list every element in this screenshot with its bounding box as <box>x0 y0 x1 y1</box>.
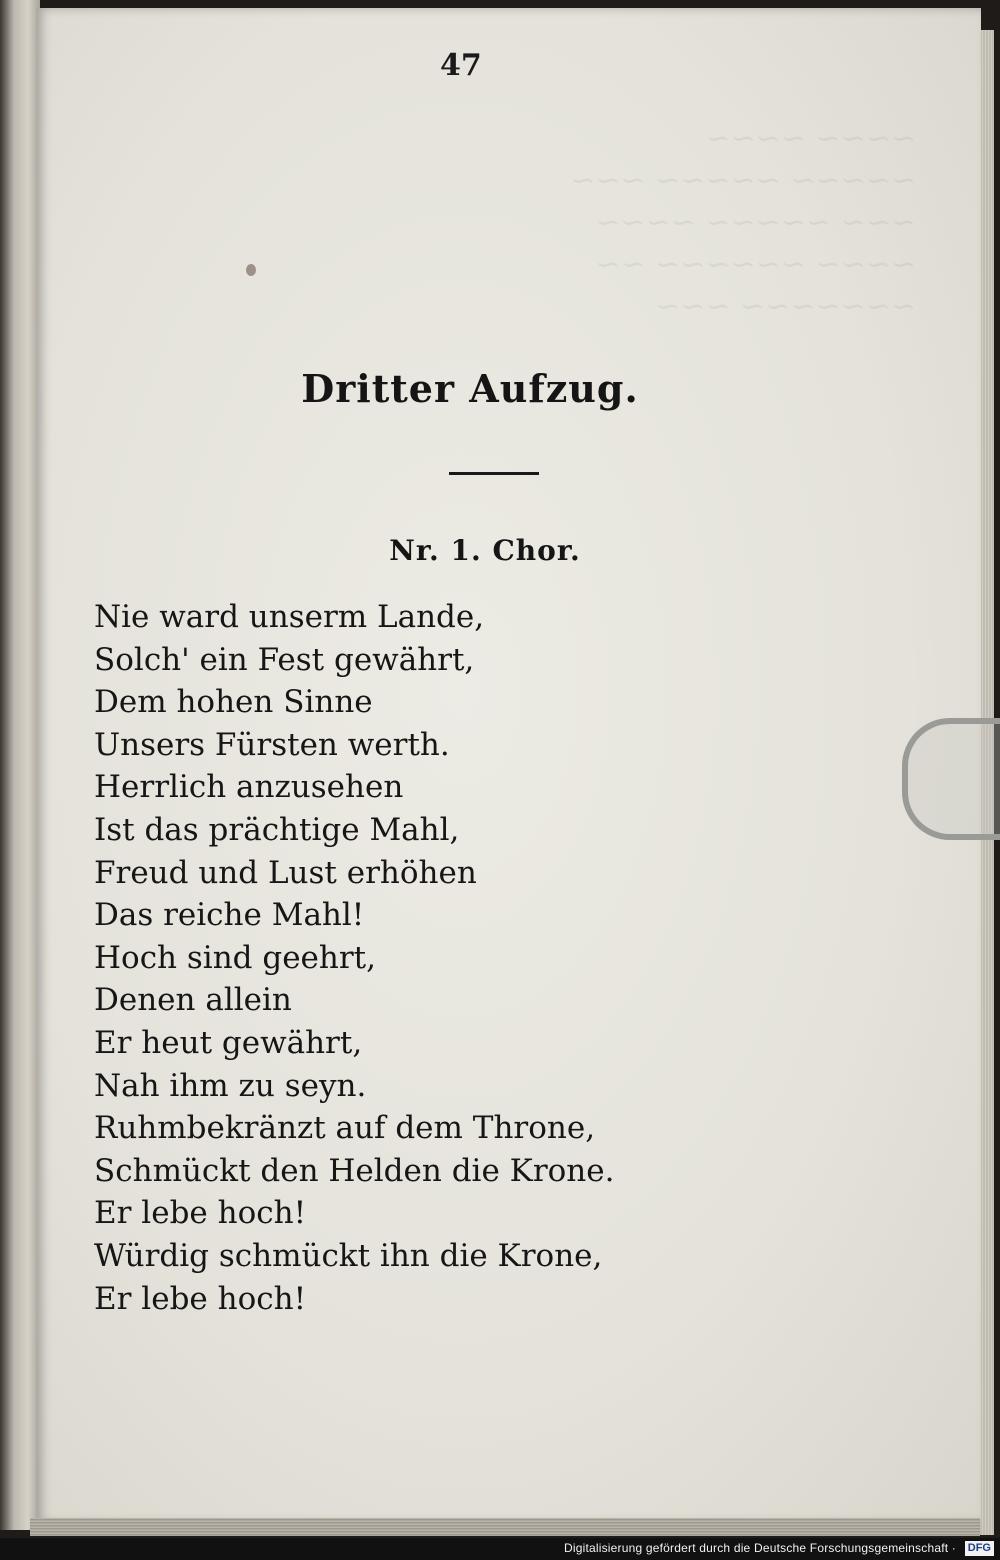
poem-line: Freud und Lust erhöhen <box>94 854 477 891</box>
poem-line: Hoch sind geehrt, <box>94 939 376 976</box>
poem-line: Herrlich anzusehen <box>94 769 404 806</box>
page-number: 47 <box>440 48 482 83</box>
paper-stain <box>246 264 256 276</box>
digitization-footer <box>0 1538 1000 1560</box>
page-bottom-edge <box>30 1518 980 1536</box>
poem-line: Ist das prächtige Mahl, <box>94 811 460 848</box>
paper-clip <box>902 718 1000 840</box>
poem-line: Nie ward unserm Lande, <box>94 599 485 635</box>
poem-line: Ruhmbekränzt auf dem Throne, <box>94 1110 596 1147</box>
book-spine-edge <box>0 0 40 1530</box>
poem-line: Unsers Fürsten werth. <box>94 726 450 763</box>
poem-line: Dem hohen Sinne <box>94 684 373 721</box>
funding-credit: Digitalisierung gefördert durch die Deutsche Forschungsgemeinschaft · <box>564 1541 956 1555</box>
chorus-text <box>94 596 654 1320</box>
separator-rule <box>449 472 539 475</box>
act-heading: Dritter Aufzug. <box>301 366 639 411</box>
bleed-through-text: ~~~~ ~~~~ ~~~~~ ~~~~~ ~~~ ~~~ ~~~~~ ~~~~ ~~~~ ~~~~~~ ~~ ~~~~~~~ ~~~ <box>570 121 916 324</box>
poem-line: Er lebe hoch! <box>94 1195 307 1232</box>
poem-line: Nah ihm zu seyn. <box>94 1067 367 1104</box>
poem-line: Solch' ein Fest gewährt, <box>94 641 475 678</box>
poem-line: Er lebe hoch! <box>94 1280 307 1317</box>
poem-line: Schmückt den Helden die Krone. <box>94 1152 615 1189</box>
dfg-logo-icon: DFG <box>965 1541 994 1556</box>
poem-line: Denen allein <box>94 982 292 1019</box>
poem-line: Das reiche Mahl! <box>94 897 365 934</box>
section-heading: Nr. 1. Chor. <box>389 534 581 567</box>
poem-line: Er heut gewährt, <box>94 1024 363 1061</box>
poem-line: Würdig schmückt ihn die Krone, <box>94 1237 603 1274</box>
